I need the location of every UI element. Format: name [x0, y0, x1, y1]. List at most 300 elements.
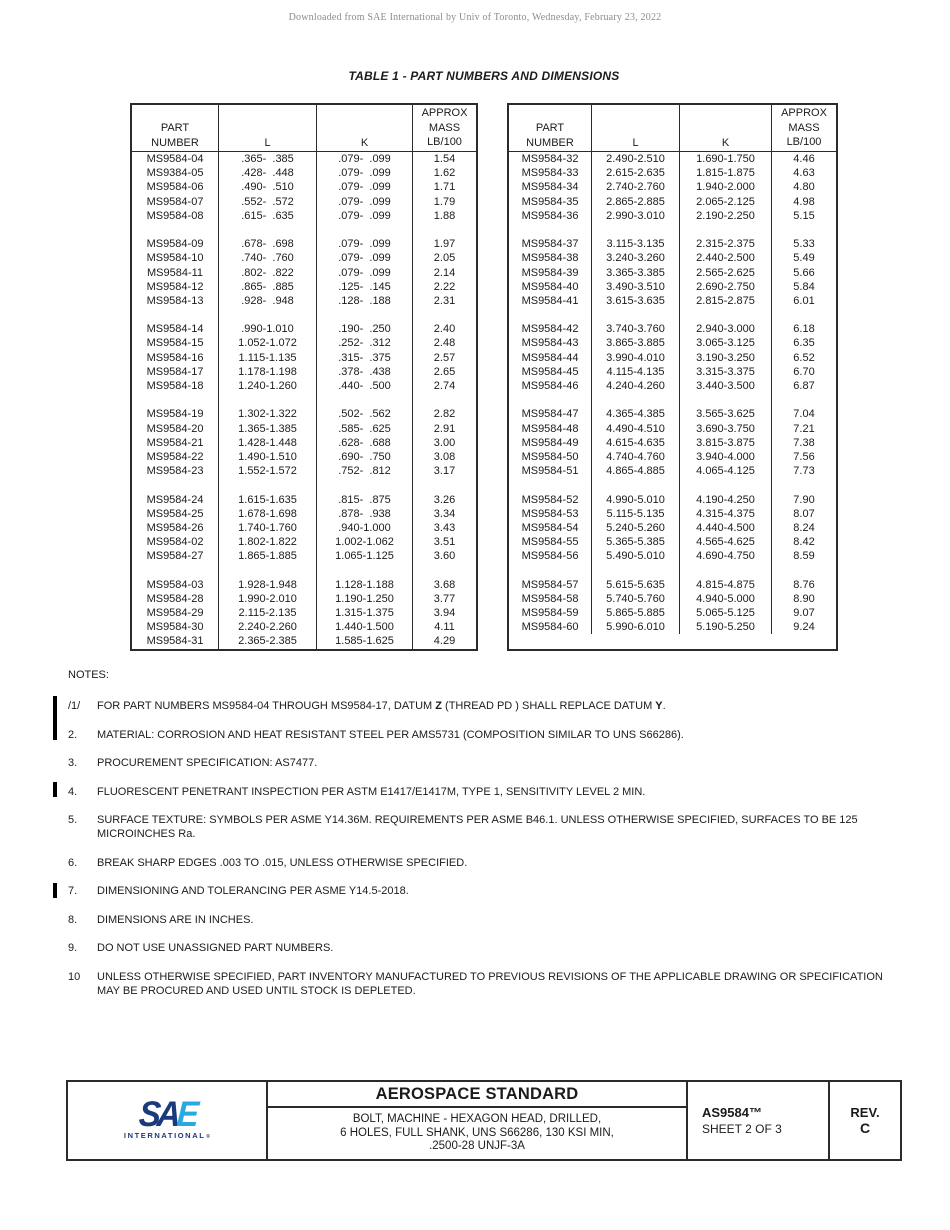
part-number-cell: MS9584-04 — [132, 152, 219, 166]
k-cell: 4.690-4.750 — [680, 549, 772, 563]
l-cell: 2.490-2.510 — [592, 152, 680, 166]
mass-cell — [413, 308, 476, 322]
note-number: /1/ — [68, 700, 81, 712]
l-cell: 1.802-1.822 — [219, 535, 317, 549]
part-header-line1: PART — [535, 122, 565, 134]
l-cell: 1.552-1.572 — [219, 464, 317, 478]
mass-cell: 3.00 — [433, 436, 456, 449]
table-row — [132, 294, 476, 308]
k-cell: 2.565-2.625 — [680, 266, 772, 280]
table-gap-row — [509, 223, 836, 237]
part-number-cell — [132, 223, 219, 237]
l-cell: 3.615-3.635 — [592, 294, 680, 308]
mass-cell: 5.33 — [793, 238, 815, 251]
l-cell: 1.740-1.760 — [219, 521, 317, 535]
k-cell: .125- .145 — [317, 280, 413, 294]
table-header-right — [509, 105, 836, 152]
part-number-cell — [132, 393, 219, 407]
part-number-cell: MS9584-52 — [509, 493, 592, 507]
l-cell — [592, 223, 680, 237]
mass-cell — [772, 478, 836, 492]
revision-cell — [830, 1082, 900, 1159]
k-cell: .815- .875 — [317, 493, 413, 507]
table-row — [509, 535, 836, 549]
logo-cell — [68, 1082, 268, 1159]
l-cell: 4.240-4.260 — [592, 379, 680, 393]
part-number-cell: MS9584-30 — [132, 620, 219, 634]
table-row — [509, 251, 836, 265]
mass-cell: 1.88 — [433, 209, 456, 222]
part-number-cell: MS9584-40 — [509, 280, 592, 294]
k-cell: 1.315-1.375 — [317, 606, 413, 620]
table-gap-row — [509, 393, 836, 407]
table-row — [509, 336, 836, 350]
mass-cell: 7.73 — [793, 465, 815, 478]
k-cell: 3.190-3.250 — [680, 351, 772, 365]
mass-cell — [413, 223, 476, 237]
sae-logo-letter-a: A — [155, 1092, 179, 1133]
k-cell: .079- .099 — [317, 209, 413, 223]
k-cell: .878- .938 — [317, 507, 413, 521]
table-row — [132, 195, 476, 209]
mass-cell: 3.43 — [433, 521, 456, 534]
part-number-cell: MS9584-60 — [509, 620, 592, 634]
k-cell — [317, 563, 413, 577]
mass-cell: 2.74 — [433, 380, 456, 392]
sae-logo-word — [137, 1092, 197, 1133]
part-number-cell: MS9584-29 — [132, 606, 219, 620]
sae-logo-letter-s: S — [137, 1092, 159, 1133]
l-cell: 1.052-1.072 — [219, 336, 317, 350]
mass-cell: 8.59 — [793, 550, 815, 563]
k-cell: .378- .438 — [317, 365, 413, 379]
part-number-cell: MS9584-55 — [509, 535, 592, 549]
l-cell: 1.365-1.385 — [219, 422, 317, 436]
l-cell: 1.302-1.322 — [219, 407, 317, 421]
table-row — [132, 634, 476, 648]
table-row — [132, 578, 476, 592]
mass-cell: 3.26 — [433, 493, 456, 506]
part-number-cell: MS9584-49 — [509, 436, 592, 450]
table-row — [509, 407, 836, 421]
table-row — [132, 407, 476, 421]
k-cell: 5.065-5.125 — [680, 606, 772, 620]
k-cell: 4.190-4.250 — [680, 493, 772, 507]
l-cell: 3.365-3.385 — [592, 266, 680, 280]
l-cell — [592, 308, 680, 322]
part-number-cell: MS9584-45 — [509, 365, 592, 379]
note-number: 5. — [68, 814, 78, 826]
l-cell: 5.740-5.760 — [592, 592, 680, 606]
part-number-cell: MS9584-21 — [132, 436, 219, 450]
k-cell: 1.815-1.875 — [680, 166, 772, 180]
part-number-cell: MS9584-48 — [509, 422, 592, 436]
note-item — [68, 970, 908, 998]
note-item — [68, 813, 908, 841]
part-number-cell: MS9584-14 — [132, 322, 219, 336]
l-cell: 1.928-1.948 — [219, 578, 317, 592]
description-line: BOLT, MACHINE - HEXAGON HEAD, DRILLED, — [352, 1113, 602, 1126]
table-gap-row — [132, 563, 476, 577]
revision-value: C — [859, 1120, 871, 1136]
k-cell: .690- .750 — [317, 450, 413, 464]
l-cell: 2.740-2.760 — [592, 180, 680, 194]
table-row — [132, 521, 476, 535]
part-number-cell: MS9584-47 — [509, 407, 592, 421]
table-row — [132, 280, 476, 294]
l-cell — [592, 563, 680, 577]
mass-cell: 8.07 — [793, 507, 815, 520]
part-number-cell: MS9584-34 — [509, 180, 592, 194]
mass-cell: 7.21 — [793, 422, 815, 435]
sae-logo-letter-e: E — [175, 1092, 197, 1133]
table-row — [509, 521, 836, 535]
part-number-cell: MS9584-20 — [132, 422, 219, 436]
table-row — [132, 549, 476, 563]
table-row — [509, 464, 836, 478]
table-row — [509, 592, 836, 606]
table-row — [132, 251, 476, 265]
k-cell: .252- .312 — [317, 336, 413, 350]
k-cell: .079- .099 — [317, 251, 413, 265]
mass-header-line3: LB/100 — [427, 136, 462, 148]
k-cell: .079- .099 — [317, 266, 413, 280]
mass-cell: 1.62 — [433, 167, 456, 180]
part-number-cell: MS9584-19 — [132, 407, 219, 421]
part-number-cell: MS9584-54 — [509, 521, 592, 535]
table-row — [132, 336, 476, 350]
mass-cell: 8.76 — [793, 578, 815, 591]
part-number-cell: MS9584-10 — [132, 251, 219, 265]
l-cell: .678- .698 — [219, 237, 317, 251]
part-number-cell: MS9584-38 — [509, 251, 592, 265]
note-number: 2. — [68, 728, 78, 741]
part-number-cell: MS9584-32 — [509, 152, 592, 166]
part-number-cell: MS9584-42 — [509, 322, 592, 336]
table-row — [509, 549, 836, 563]
l-cell: 5.240-5.260 — [592, 521, 680, 535]
mass-cell: 2.05 — [433, 252, 456, 265]
table-row — [509, 195, 836, 209]
table-row — [509, 237, 836, 251]
k-cell: 1.940-2.000 — [680, 180, 772, 194]
l-cell: 3.240-3.260 — [592, 251, 680, 265]
part-number-cell: MS9584-02 — [132, 535, 219, 549]
part-header-line2: NUMBER — [526, 136, 574, 149]
l-cell: .865- .885 — [219, 280, 317, 294]
k-cell: 3.940-4.000 — [680, 450, 772, 464]
l-cell: .990-1.010 — [219, 322, 317, 336]
k-cell: .079- .099 — [317, 166, 413, 180]
l-cell: 3.865-3.885 — [592, 336, 680, 350]
mass-cell: 6.01 — [793, 294, 815, 307]
note-number: 3. — [68, 757, 78, 769]
part-number-cell: MS9584-46 — [509, 379, 592, 393]
l-cell: 2.240-2.260 — [219, 620, 317, 634]
k-cell — [680, 223, 772, 237]
k-cell: 1.690-1.750 — [680, 152, 772, 166]
mass-cell: 6.70 — [793, 365, 815, 378]
mass-cell: 4.80 — [793, 181, 815, 194]
standard-title-cell — [268, 1082, 688, 1159]
k-cell: 4.065-4.125 — [680, 464, 772, 478]
table-row — [509, 294, 836, 308]
table-row — [132, 620, 476, 634]
k-cell: 4.815-4.875 — [680, 578, 772, 592]
table-row — [509, 620, 836, 634]
table-row — [132, 365, 476, 379]
l-cell: .615- .635 — [219, 209, 317, 223]
note-item — [68, 785, 908, 799]
mass-cell: 6.18 — [793, 323, 815, 336]
mass-cell: 6.35 — [793, 337, 815, 350]
table-body-right — [509, 152, 836, 634]
part-number-cell: MS9584-23 — [132, 464, 219, 478]
table-row — [132, 436, 476, 450]
k-header — [317, 105, 413, 151]
k-cell — [680, 308, 772, 322]
mass-cell: 9.07 — [793, 607, 815, 619]
part-number-cell: MS9584-36 — [509, 209, 592, 223]
mass-cell: 4.29 — [433, 635, 456, 648]
table-row — [509, 322, 836, 336]
sheet-number: SHEET 2 OF 3 — [702, 1121, 782, 1136]
mass-cell: 1.97 — [433, 238, 456, 251]
k-cell — [317, 308, 413, 322]
l-cell: .740- .760 — [219, 251, 317, 265]
l-cell — [592, 478, 680, 492]
table-row — [509, 180, 836, 194]
k-cell: 3.815-3.875 — [680, 436, 772, 450]
table-row — [509, 606, 836, 620]
k-cell: .752- .812 — [317, 464, 413, 478]
l-cell: .928- .948 — [219, 294, 317, 308]
change-bar-note4 — [53, 782, 57, 797]
mass-cell: 1.71 — [433, 181, 456, 194]
table-header-left — [132, 105, 476, 152]
l-cell: 1.678-1.698 — [219, 507, 317, 521]
table-row — [509, 280, 836, 294]
mass-header-line3: LB/100 — [786, 136, 822, 148]
k-cell: 2.815-2.875 — [680, 294, 772, 308]
l-cell: 4.490-4.510 — [592, 422, 680, 436]
sae-logo-icon — [123, 1092, 211, 1140]
part-number-cell: MS9584-11 — [132, 266, 219, 280]
document-number: AS9584™ — [702, 1104, 762, 1120]
k-cell — [317, 478, 413, 492]
l-cell: 3.740-3.760 — [592, 322, 680, 336]
l-cell — [219, 478, 317, 492]
mass-cell: 2.48 — [433, 337, 456, 350]
part-number-cell — [132, 478, 219, 492]
mass-cell: 2.40 — [433, 323, 456, 336]
k-cell: 3.065-3.125 — [680, 336, 772, 350]
note-item — [68, 941, 908, 955]
part-number-cell: MS9584-53 — [509, 507, 592, 521]
part-number-cell — [132, 563, 219, 577]
mass-cell: 2.57 — [433, 351, 456, 364]
parts-table-right — [507, 103, 838, 651]
table-row — [509, 209, 836, 223]
note-number: 7. — [68, 885, 78, 897]
table-row — [509, 365, 836, 379]
document-number-cell — [688, 1082, 830, 1159]
mass-cell: 2.31 — [433, 294, 456, 307]
note-item — [68, 884, 908, 898]
l-cell: 1.240-1.260 — [219, 379, 317, 393]
standard-type-title: AEROSPACE STANDARD — [268, 1082, 686, 1108]
k-cell — [317, 393, 413, 407]
k-cell: 2.315-2.375 — [680, 237, 772, 251]
note-text: SURFACE TEXTURE: SYMBOLS PER ASME Y14.36M. REQUIREMENTS PER ASME B46.1. UNLESS OTHERWISE SPECIFIED, SURFACES TO BE 125 MICROINCHES Ra. — [97, 814, 858, 840]
part-number-cell: MS9584-26 — [132, 521, 219, 535]
l-cell: 4.740-4.760 — [592, 450, 680, 464]
note-number: 6. — [68, 856, 78, 869]
mass-cell: 4.63 — [793, 167, 815, 180]
k-cell: 4.315-4.375 — [680, 507, 772, 521]
k-cell: 1.585-1.625 — [317, 634, 413, 648]
mass-cell: 3.08 — [433, 450, 456, 463]
k-cell: 5.190-5.250 — [680, 620, 772, 634]
mass-cell — [772, 308, 836, 322]
mass-header-line2: MASS — [788, 121, 820, 134]
mass-cell — [413, 563, 476, 577]
mass-cell: 3.51 — [433, 536, 456, 549]
mass-header-line2: MASS — [428, 121, 461, 134]
mass-cell: 3.17 — [433, 465, 456, 478]
table-gap-row — [132, 478, 476, 492]
table-title: TABLE 1 - PART NUMBERS AND DIMENSIONS — [348, 69, 620, 83]
l-header-label: L — [632, 136, 639, 149]
l-cell: 2.115-2.135 — [219, 606, 317, 620]
k-cell — [317, 223, 413, 237]
part-number-header — [509, 105, 592, 151]
k-cell: .079- .099 — [317, 195, 413, 209]
l-header — [219, 105, 317, 151]
l-cell: 1.865-1.885 — [219, 549, 317, 563]
mass-cell: 6.52 — [793, 351, 815, 364]
part-number-cell — [509, 223, 592, 237]
k-cell: .315- .375 — [317, 351, 413, 365]
l-cell: 1.490-1.510 — [219, 450, 317, 464]
part-header-line1: PART — [160, 122, 190, 134]
k-cell: .940-1.000 — [317, 521, 413, 535]
l-cell: 5.615-5.635 — [592, 578, 680, 592]
l-cell: .365- .385 — [219, 152, 317, 166]
parts-table-left — [130, 103, 478, 651]
k-cell: 1.128-1.188 — [317, 578, 413, 592]
mass-cell — [413, 393, 476, 407]
k-cell: 1.002-1.062 — [317, 535, 413, 549]
k-header-label: K — [721, 136, 730, 149]
l-cell: 5.115-5.135 — [592, 507, 680, 521]
l-cell: 4.365-4.385 — [592, 407, 680, 421]
note-text: DO NOT USE UNASSIGNED PART NUMBERS. — [97, 942, 334, 954]
part-number-cell: MS9584-03 — [132, 578, 219, 592]
part-number-cell: MS9584-18 — [132, 379, 219, 393]
table-row — [132, 493, 476, 507]
table-row — [132, 266, 476, 280]
mass-cell: 8.90 — [793, 592, 815, 605]
note-text: FLUORESCENT PENETRANT INSPECTION PER ASTM E1417/E1417M, TYPE 1, SENSITIVITY LEVEL 2 MIN. — [97, 785, 646, 798]
table-row — [132, 180, 476, 194]
l-cell: .428- .448 — [219, 166, 317, 180]
k-cell: 1.190-1.250 — [317, 592, 413, 606]
note-text: DIMENSIONS ARE IN INCHES. — [97, 913, 254, 926]
table-row — [509, 493, 836, 507]
table-row — [509, 166, 836, 180]
l-cell: 4.115-4.135 — [592, 365, 680, 379]
l-cell: 1.615-1.635 — [219, 493, 317, 507]
note-number: 10 — [68, 970, 81, 983]
k-cell: .128- .188 — [317, 294, 413, 308]
table-row — [132, 422, 476, 436]
table-row — [509, 422, 836, 436]
standard-description — [268, 1108, 686, 1159]
table-row — [132, 209, 476, 223]
mass-header-line1: APPROX — [421, 107, 468, 119]
mass-cell: 8.42 — [793, 536, 815, 549]
k-cell: 3.315-3.375 — [680, 365, 772, 379]
k-cell: .190- .250 — [317, 322, 413, 336]
notes-section — [68, 668, 908, 1012]
l-header — [592, 105, 680, 151]
mass-cell: 1.79 — [433, 195, 456, 208]
l-cell: 4.615-4.635 — [592, 436, 680, 450]
part-number-cell: MS9584-12 — [132, 280, 219, 294]
mass-cell: 3.94 — [433, 607, 456, 619]
k-cell: .502- .562 — [317, 407, 413, 421]
mass-cell: 5.49 — [793, 252, 815, 265]
k-cell: .079- .099 — [317, 152, 413, 166]
part-number-cell: MS9584-16 — [132, 351, 219, 365]
l-cell: 2.615-2.635 — [592, 166, 680, 180]
table-row — [509, 450, 836, 464]
k-cell: .585- .625 — [317, 422, 413, 436]
mass-cell: 2.65 — [433, 365, 456, 378]
table-gap-row — [132, 223, 476, 237]
l-cell: 3.115-3.135 — [592, 237, 680, 251]
part-number-cell: MS9584-35 — [509, 195, 592, 209]
l-cell: 1.428-1.448 — [219, 436, 317, 450]
table-row — [509, 152, 836, 166]
k-cell: .628- .688 — [317, 436, 413, 450]
table-row — [132, 464, 476, 478]
l-cell: 2.365-2.385 — [219, 634, 317, 648]
table-row — [509, 266, 836, 280]
part-number-cell: MS9384-05 — [132, 166, 219, 180]
note-item — [68, 913, 908, 927]
table-row — [132, 237, 476, 251]
part-number-cell: MS9584-50 — [509, 450, 592, 464]
mass-cell: 1.54 — [433, 153, 456, 165]
l-cell — [219, 223, 317, 237]
note-text: PROCUREMENT SPECIFICATION: AS7477. — [97, 757, 318, 769]
part-number-cell: MS9584-22 — [132, 450, 219, 464]
table-row — [132, 152, 476, 166]
l-cell: 4.990-5.010 — [592, 493, 680, 507]
part-number-cell: MS9584-44 — [509, 351, 592, 365]
part-number-cell: MS9584-31 — [132, 634, 219, 648]
note-item — [68, 756, 908, 770]
download-watermark: Downloaded from SAE International by Univ of Toronto, Wednesday, February 23, 2022 — [288, 12, 662, 23]
description-line: .2500-28 UNJF-3A — [429, 1140, 525, 1153]
mass-cell — [772, 223, 836, 237]
mass-header — [772, 105, 836, 151]
table-row — [132, 507, 476, 521]
l-cell — [219, 563, 317, 577]
k-cell: 1.065-1.125 — [317, 549, 413, 563]
